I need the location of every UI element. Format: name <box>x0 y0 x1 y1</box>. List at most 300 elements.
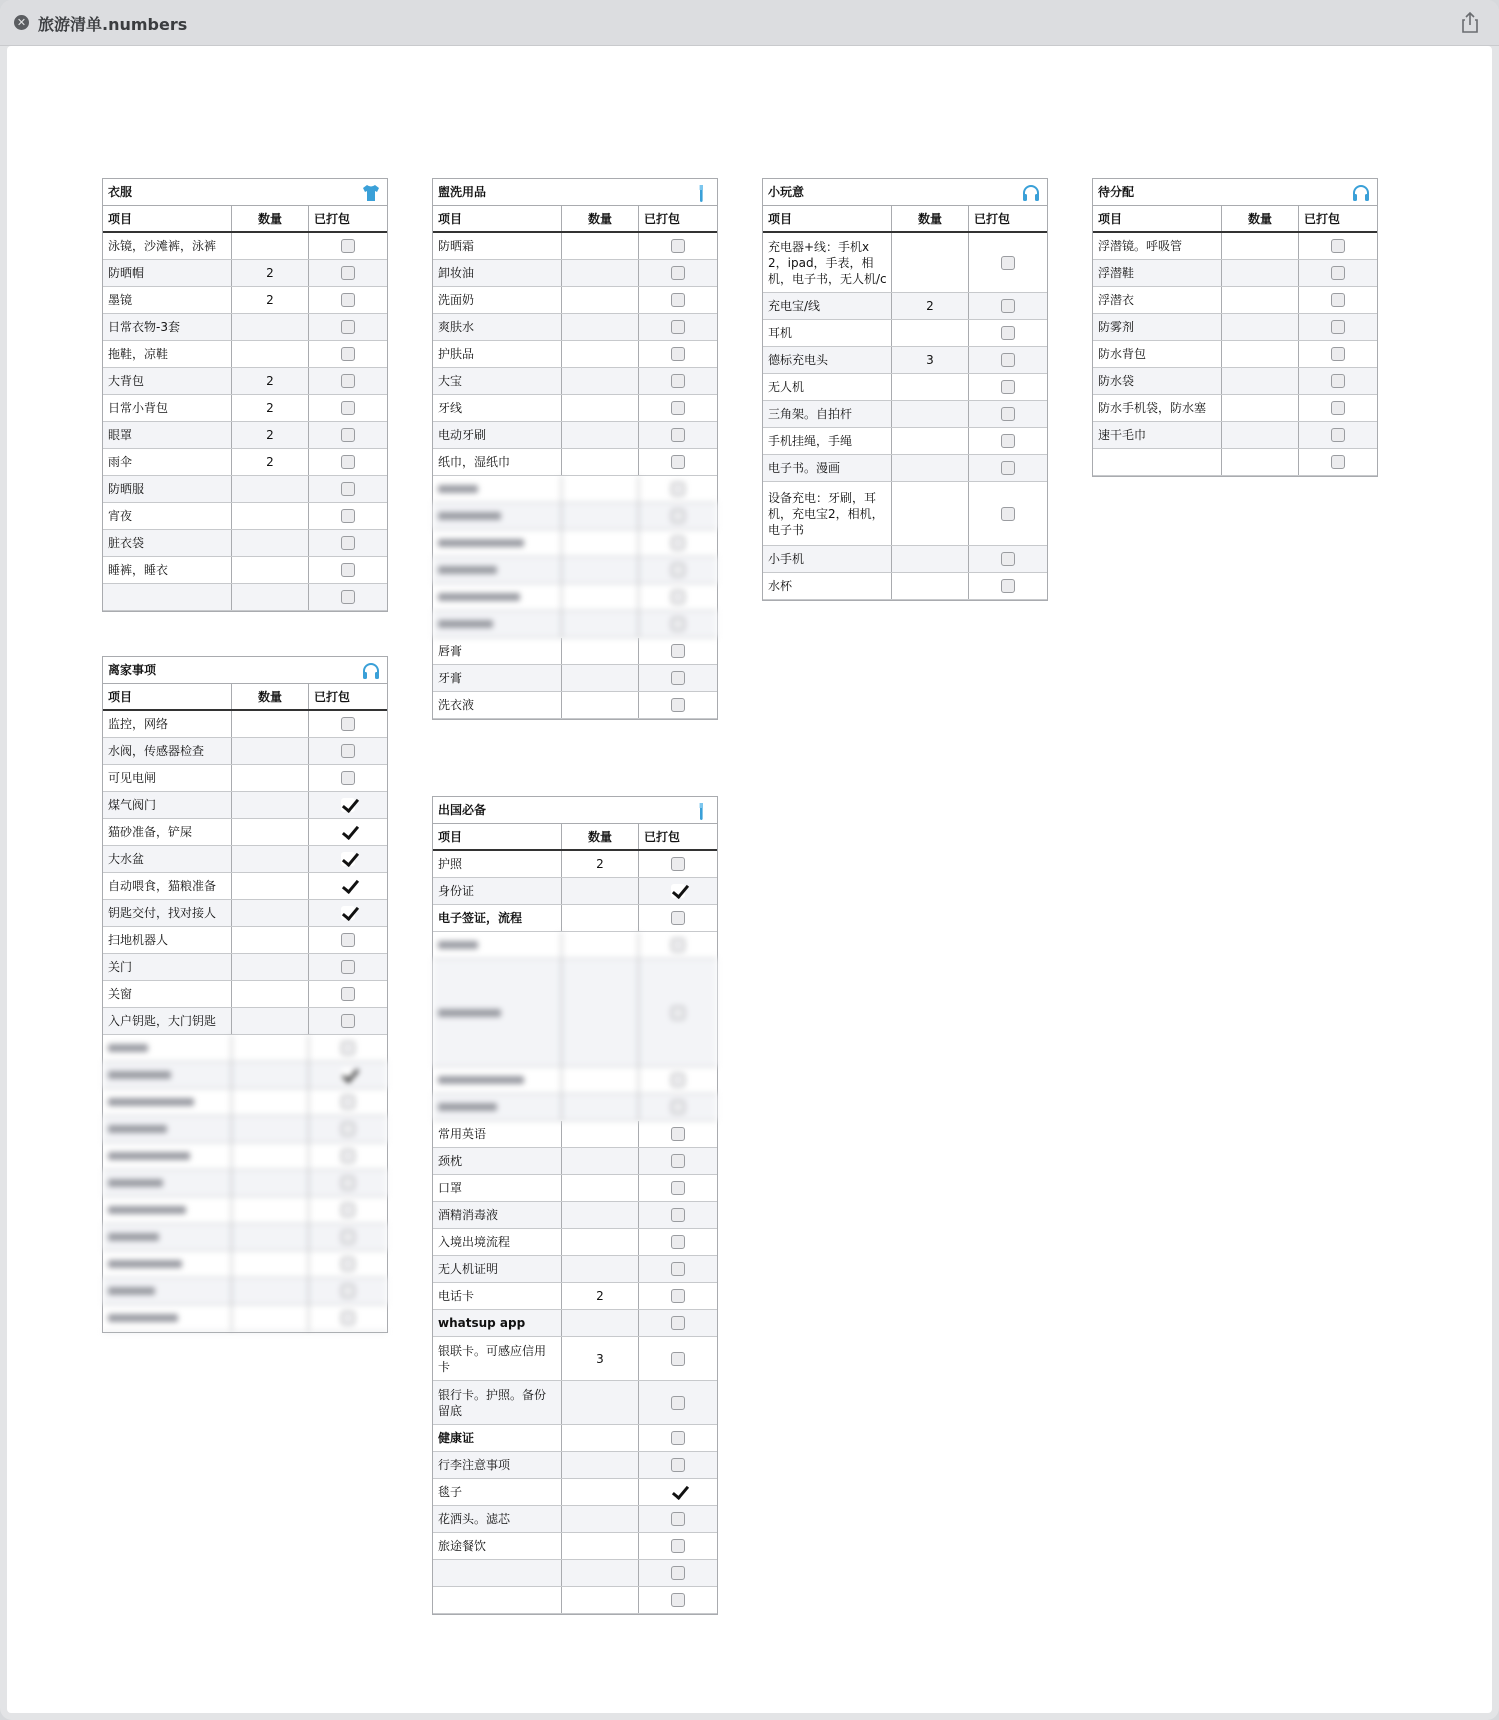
quantity-cell[interactable] <box>232 341 309 367</box>
packed-checkbox[interactable] <box>1331 455 1345 469</box>
quantity-cell[interactable] <box>892 233 969 292</box>
packed-checkbox[interactable] <box>341 717 355 731</box>
quantity-cell[interactable] <box>562 905 639 931</box>
quantity-cell[interactable]: 2 <box>232 260 309 286</box>
packed-checkbox[interactable] <box>671 1512 685 1526</box>
quantity-cell[interactable] <box>1222 260 1299 286</box>
packed-checkbox[interactable] <box>671 644 685 658</box>
packed-checkbox[interactable] <box>671 374 685 388</box>
packed-cell[interactable] <box>309 584 387 610</box>
packed-cell[interactable] <box>639 1587 717 1613</box>
packed-checkbox[interactable] <box>1001 579 1015 593</box>
packed-checkbox[interactable] <box>671 266 685 280</box>
quantity-cell[interactable] <box>562 341 639 367</box>
quantity-cell[interactable]: 2 <box>232 395 309 421</box>
packed-cell[interactable] <box>309 233 387 259</box>
item-cell[interactable]: 雨伞 <box>103 449 232 475</box>
packed-checkbox[interactable] <box>671 1458 685 1472</box>
packed-checkbox[interactable] <box>341 879 355 893</box>
item-cell[interactable]: 自动喂食，猫粮准备 <box>103 873 232 899</box>
item-cell[interactable]: 大水盆 <box>103 846 232 872</box>
item-cell[interactable] <box>103 584 232 610</box>
quantity-cell[interactable] <box>562 1381 639 1424</box>
packed-checkbox[interactable] <box>1001 407 1015 421</box>
quantity-cell[interactable] <box>562 1587 639 1613</box>
packed-checkbox[interactable] <box>671 1127 685 1141</box>
packed-checkbox[interactable] <box>341 293 355 307</box>
packed-checkbox[interactable] <box>341 987 355 1001</box>
packed-cell[interactable] <box>969 347 1047 373</box>
item-cell[interactable]: 钥匙交付，找对接人 <box>103 900 232 926</box>
packed-checkbox[interactable] <box>341 320 355 334</box>
packed-cell[interactable] <box>309 765 387 791</box>
packed-checkbox[interactable] <box>341 401 355 415</box>
packed-cell[interactable] <box>639 368 717 394</box>
packed-checkbox[interactable] <box>1001 353 1015 367</box>
packed-checkbox[interactable] <box>1331 293 1345 307</box>
packed-checkbox[interactable] <box>341 798 355 812</box>
packed-cell[interactable] <box>639 260 717 286</box>
packed-cell[interactable] <box>309 819 387 845</box>
packed-cell[interactable] <box>309 981 387 1007</box>
quantity-cell[interactable] <box>562 878 639 904</box>
packed-checkbox[interactable] <box>1331 374 1345 388</box>
packed-checkbox[interactable] <box>341 933 355 947</box>
packed-checkbox[interactable] <box>671 1262 685 1276</box>
quantity-cell[interactable] <box>562 1560 639 1586</box>
packed-cell[interactable] <box>969 320 1047 346</box>
quantity-cell[interactable] <box>562 314 639 340</box>
packed-checkbox[interactable] <box>1331 266 1345 280</box>
quantity-cell[interactable] <box>562 449 639 475</box>
packed-cell[interactable] <box>639 1148 717 1174</box>
packed-checkbox[interactable] <box>1331 320 1345 334</box>
item-cell[interactable]: 护照 <box>433 851 562 877</box>
quantity-cell[interactable] <box>232 981 309 1007</box>
quantity-cell[interactable] <box>1222 395 1299 421</box>
packed-cell[interactable] <box>309 954 387 980</box>
item-cell[interactable]: 防水背包 <box>1093 341 1222 367</box>
quantity-cell[interactable] <box>562 1175 639 1201</box>
packed-cell[interactable] <box>969 573 1047 599</box>
packed-checkbox[interactable] <box>671 1396 685 1410</box>
quantity-cell[interactable]: 2 <box>562 1283 639 1309</box>
quantity-cell[interactable] <box>562 1229 639 1255</box>
packed-checkbox[interactable] <box>671 1316 685 1330</box>
packed-checkbox[interactable] <box>671 1235 685 1249</box>
packed-cell[interactable] <box>1299 368 1377 394</box>
packed-cell[interactable] <box>639 1256 717 1282</box>
quantity-cell[interactable] <box>232 765 309 791</box>
item-cell[interactable]: 墨镜 <box>103 287 232 313</box>
quantity-cell[interactable] <box>562 1310 639 1336</box>
quantity-cell[interactable]: 2 <box>232 287 309 313</box>
item-cell[interactable]: 牙线 <box>433 395 562 421</box>
packed-cell[interactable] <box>309 476 387 502</box>
item-cell[interactable]: 扫地机器人 <box>103 927 232 953</box>
quantity-cell[interactable] <box>1222 287 1299 313</box>
item-cell[interactable]: 电动牙刷 <box>433 422 562 448</box>
quantity-cell[interactable] <box>232 873 309 899</box>
packed-checkbox[interactable] <box>671 671 685 685</box>
item-cell[interactable]: 毯子 <box>433 1479 562 1505</box>
item-cell[interactable]: 唇膏 <box>433 638 562 664</box>
item-cell[interactable]: 煤气阀门 <box>103 792 232 818</box>
item-cell[interactable]: 身份证 <box>433 878 562 904</box>
packed-checkbox[interactable] <box>1331 239 1345 253</box>
item-cell[interactable]: 纸巾，湿纸巾 <box>433 449 562 475</box>
packed-cell[interactable] <box>639 1310 717 1336</box>
packed-checkbox[interactable] <box>341 455 355 469</box>
quantity-cell[interactable] <box>1222 368 1299 394</box>
quantity-cell[interactable] <box>232 900 309 926</box>
quantity-cell[interactable] <box>562 233 639 259</box>
packed-cell[interactable] <box>1299 341 1377 367</box>
packed-checkbox[interactable] <box>341 374 355 388</box>
quantity-cell[interactable] <box>562 1506 639 1532</box>
item-cell[interactable]: 睡裤，睡衣 <box>103 557 232 583</box>
item-cell[interactable]: 银行卡。护照。备份留底 <box>433 1381 562 1424</box>
packed-cell[interactable] <box>639 1533 717 1559</box>
item-cell[interactable]: 护肤品 <box>433 341 562 367</box>
quantity-cell[interactable] <box>892 428 969 454</box>
packed-checkbox[interactable] <box>671 401 685 415</box>
quantity-cell[interactable] <box>232 503 309 529</box>
quantity-cell[interactable] <box>232 927 309 953</box>
item-cell[interactable]: 卸妆油 <box>433 260 562 286</box>
item-cell[interactable]: 设备充电：牙刷，耳机，充电宝2，相机，电子书 <box>763 482 892 545</box>
packed-checkbox[interactable] <box>671 698 685 712</box>
quantity-cell[interactable] <box>232 846 309 872</box>
packed-cell[interactable] <box>309 792 387 818</box>
packed-cell[interactable] <box>309 422 387 448</box>
packed-checkbox[interactable] <box>1001 461 1015 475</box>
packed-cell[interactable] <box>639 1175 717 1201</box>
item-cell[interactable]: 关门 <box>103 954 232 980</box>
item-cell[interactable]: 大宝 <box>433 368 562 394</box>
quantity-cell[interactable]: 2 <box>232 449 309 475</box>
packed-cell[interactable] <box>309 287 387 313</box>
quantity-cell[interactable] <box>232 530 309 556</box>
packed-checkbox[interactable] <box>671 455 685 469</box>
packed-checkbox[interactable] <box>671 1431 685 1445</box>
quantity-cell[interactable] <box>232 711 309 737</box>
packed-cell[interactable] <box>639 905 717 931</box>
packed-checkbox[interactable] <box>1331 428 1345 442</box>
quantity-cell[interactable] <box>232 314 309 340</box>
quantity-cell[interactable] <box>562 1148 639 1174</box>
quantity-cell[interactable] <box>232 476 309 502</box>
quantity-cell[interactable] <box>892 482 969 545</box>
item-cell[interactable]: 拖鞋，凉鞋 <box>103 341 232 367</box>
item-cell[interactable]: 耳机 <box>763 320 892 346</box>
packed-checkbox[interactable] <box>341 509 355 523</box>
packed-cell[interactable] <box>309 711 387 737</box>
packed-checkbox[interactable] <box>341 536 355 550</box>
item-cell[interactable]: 酒精消毒液 <box>433 1202 562 1228</box>
packed-cell[interactable] <box>639 1229 717 1255</box>
packed-cell[interactable] <box>1299 395 1377 421</box>
quantity-cell[interactable]: 3 <box>892 347 969 373</box>
quantity-cell[interactable]: 2 <box>232 422 309 448</box>
packed-checkbox[interactable] <box>671 347 685 361</box>
item-cell[interactable]: 无人机 <box>763 374 892 400</box>
item-cell[interactable]: 常用英语 <box>433 1121 562 1147</box>
quantity-cell[interactable] <box>562 665 639 691</box>
item-cell[interactable]: 猫砂准备，铲屎 <box>103 819 232 845</box>
quantity-cell[interactable] <box>562 287 639 313</box>
packed-checkbox[interactable] <box>671 884 685 898</box>
close-icon[interactable]: ✕ <box>14 15 29 30</box>
share-icon[interactable] <box>1459 10 1481 34</box>
packed-cell[interactable] <box>639 665 717 691</box>
quantity-cell[interactable] <box>562 1479 639 1505</box>
item-cell[interactable]: 颈枕 <box>433 1148 562 1174</box>
packed-cell[interactable] <box>309 395 387 421</box>
packed-cell[interactable] <box>969 546 1047 572</box>
item-cell[interactable]: 水杯 <box>763 573 892 599</box>
quantity-cell[interactable] <box>232 819 309 845</box>
item-cell[interactable]: 电子书。漫画 <box>763 455 892 481</box>
packed-checkbox[interactable] <box>341 906 355 920</box>
packed-checkbox[interactable] <box>671 1154 685 1168</box>
item-cell[interactable]: 关窗 <box>103 981 232 1007</box>
packed-cell[interactable] <box>639 1506 717 1532</box>
item-cell[interactable]: 三角架。自拍杆 <box>763 401 892 427</box>
item-cell[interactable]: 水阀，传感器检查 <box>103 738 232 764</box>
packed-checkbox[interactable] <box>1001 256 1015 270</box>
quantity-cell[interactable] <box>1222 341 1299 367</box>
item-cell[interactable] <box>433 1560 562 1586</box>
quantity-cell[interactable] <box>562 1256 639 1282</box>
packed-cell[interactable] <box>309 530 387 556</box>
packed-cell[interactable] <box>639 851 717 877</box>
packed-cell[interactable] <box>309 846 387 872</box>
packed-cell[interactable] <box>639 1202 717 1228</box>
item-cell[interactable]: 行李注意事项 <box>433 1452 562 1478</box>
item-cell[interactable] <box>433 1587 562 1613</box>
item-cell[interactable]: 牙膏 <box>433 665 562 691</box>
item-cell[interactable]: 眼罩 <box>103 422 232 448</box>
quantity-cell[interactable]: 2 <box>232 368 309 394</box>
item-cell[interactable]: 爽肤水 <box>433 314 562 340</box>
item-cell[interactable]: 手机挂绳，手绳 <box>763 428 892 454</box>
packed-cell[interactable] <box>969 293 1047 319</box>
item-cell[interactable]: 日常衣物-3套 <box>103 314 232 340</box>
packed-cell[interactable] <box>639 1479 717 1505</box>
quantity-cell[interactable] <box>232 557 309 583</box>
packed-checkbox[interactable] <box>341 482 355 496</box>
packed-checkbox[interactable] <box>671 320 685 334</box>
packed-cell[interactable] <box>309 1008 387 1034</box>
quantity-cell[interactable] <box>232 1008 309 1034</box>
item-cell[interactable]: 监控，网络 <box>103 711 232 737</box>
packed-cell[interactable] <box>309 503 387 529</box>
packed-checkbox[interactable] <box>671 857 685 871</box>
packed-cell[interactable] <box>309 738 387 764</box>
quantity-cell[interactable] <box>562 422 639 448</box>
item-cell[interactable]: 浮潜鞋 <box>1093 260 1222 286</box>
item-cell[interactable]: 大背包 <box>103 368 232 394</box>
item-cell[interactable]: 无人机证明 <box>433 1256 562 1282</box>
quantity-cell[interactable] <box>1222 449 1299 475</box>
packed-cell[interactable] <box>309 873 387 899</box>
packed-cell[interactable] <box>969 401 1047 427</box>
item-cell[interactable]: 防晒霜 <box>433 233 562 259</box>
packed-cell[interactable] <box>639 1452 717 1478</box>
packed-checkbox[interactable] <box>1331 347 1345 361</box>
quantity-cell[interactable] <box>232 584 309 610</box>
quantity-cell[interactable] <box>562 1202 639 1228</box>
packed-cell[interactable] <box>969 374 1047 400</box>
packed-cell[interactable] <box>639 233 717 259</box>
packed-checkbox[interactable] <box>341 771 355 785</box>
packed-checkbox[interactable] <box>1001 380 1015 394</box>
packed-checkbox[interactable] <box>341 428 355 442</box>
packed-cell[interactable] <box>639 341 717 367</box>
quantity-cell[interactable] <box>562 368 639 394</box>
quantity-cell[interactable]: 2 <box>562 851 639 877</box>
item-cell[interactable]: 入户钥匙，大门钥匙 <box>103 1008 232 1034</box>
packed-checkbox[interactable] <box>1331 401 1345 415</box>
item-cell[interactable]: 防水袋 <box>1093 368 1222 394</box>
packed-cell[interactable] <box>309 449 387 475</box>
packed-cell[interactable] <box>639 422 717 448</box>
item-cell[interactable]: 入境出境流程 <box>433 1229 562 1255</box>
packed-checkbox[interactable] <box>671 428 685 442</box>
packed-cell[interactable] <box>309 927 387 953</box>
packed-cell[interactable] <box>639 1283 717 1309</box>
packed-cell[interactable] <box>639 287 717 313</box>
packed-checkbox[interactable] <box>1001 299 1015 313</box>
quantity-cell[interactable] <box>892 320 969 346</box>
packed-checkbox[interactable] <box>341 1014 355 1028</box>
packed-checkbox[interactable] <box>671 1352 685 1366</box>
packed-checkbox[interactable] <box>341 960 355 974</box>
packed-cell[interactable] <box>639 1425 717 1451</box>
packed-checkbox[interactable] <box>341 239 355 253</box>
quantity-cell[interactable] <box>892 546 969 572</box>
packed-cell[interactable] <box>639 1560 717 1586</box>
packed-checkbox[interactable] <box>671 239 685 253</box>
packed-cell[interactable] <box>309 314 387 340</box>
packed-cell[interactable] <box>969 428 1047 454</box>
packed-checkbox[interactable] <box>341 563 355 577</box>
packed-checkbox[interactable] <box>671 1566 685 1580</box>
item-cell[interactable]: 泳镜，沙滩裤，泳裤 <box>103 233 232 259</box>
quantity-cell[interactable] <box>562 1121 639 1147</box>
packed-checkbox[interactable] <box>671 1289 685 1303</box>
quantity-cell[interactable] <box>562 1425 639 1451</box>
packed-checkbox[interactable] <box>1001 552 1015 566</box>
packed-cell[interactable] <box>639 692 717 718</box>
quantity-cell[interactable] <box>562 1452 639 1478</box>
item-cell[interactable]: 宵夜 <box>103 503 232 529</box>
packed-cell[interactable] <box>1299 314 1377 340</box>
packed-cell[interactable] <box>639 878 717 904</box>
packed-checkbox[interactable] <box>671 293 685 307</box>
packed-checkbox[interactable] <box>1001 326 1015 340</box>
quantity-cell[interactable] <box>562 260 639 286</box>
item-cell[interactable]: 小手机 <box>763 546 892 572</box>
quantity-cell[interactable]: 3 <box>562 1337 639 1380</box>
packed-cell[interactable] <box>309 368 387 394</box>
quantity-cell[interactable] <box>1222 422 1299 448</box>
quantity-cell[interactable] <box>892 455 969 481</box>
item-cell[interactable]: 充电宝/线 <box>763 293 892 319</box>
quantity-cell[interactable] <box>892 573 969 599</box>
packed-cell[interactable] <box>639 395 717 421</box>
quantity-cell[interactable] <box>892 401 969 427</box>
item-cell[interactable]: 口罩 <box>433 1175 562 1201</box>
packed-checkbox[interactable] <box>1001 434 1015 448</box>
item-cell[interactable]: 可见电闸 <box>103 765 232 791</box>
item-cell[interactable]: 洗面奶 <box>433 287 562 313</box>
packed-checkbox[interactable] <box>671 1593 685 1607</box>
packed-cell[interactable] <box>639 314 717 340</box>
item-cell[interactable]: 防晒服 <box>103 476 232 502</box>
packed-checkbox[interactable] <box>671 1485 685 1499</box>
packed-cell[interactable] <box>309 260 387 286</box>
item-cell[interactable]: 充电器+线：手机x 2，ipad，手表，相机，电子书，无人机/c <box>763 233 892 292</box>
quantity-cell[interactable] <box>562 692 639 718</box>
packed-cell[interactable] <box>1299 287 1377 313</box>
packed-cell[interactable] <box>639 1337 717 1380</box>
quantity-cell[interactable] <box>1222 233 1299 259</box>
quantity-cell[interactable] <box>232 792 309 818</box>
item-cell[interactable]: 洗衣液 <box>433 692 562 718</box>
item-cell[interactable]: 浮潜镜。呼吸管 <box>1093 233 1222 259</box>
packed-cell[interactable] <box>1299 422 1377 448</box>
packed-checkbox[interactable] <box>671 911 685 925</box>
item-cell[interactable]: 电子签证，流程 <box>433 905 562 931</box>
packed-cell[interactable] <box>309 341 387 367</box>
item-cell[interactable]: 浮潜衣 <box>1093 287 1222 313</box>
item-cell[interactable]: 防雾剂 <box>1093 314 1222 340</box>
item-cell[interactable]: 速干毛巾 <box>1093 422 1222 448</box>
packed-checkbox[interactable] <box>671 1208 685 1222</box>
packed-cell[interactable] <box>1299 260 1377 286</box>
packed-checkbox[interactable] <box>341 825 355 839</box>
packed-checkbox[interactable] <box>341 266 355 280</box>
packed-cell[interactable] <box>309 900 387 926</box>
quantity-cell[interactable] <box>232 738 309 764</box>
quantity-cell[interactable] <box>562 395 639 421</box>
packed-checkbox[interactable] <box>1001 507 1015 521</box>
quantity-cell[interactable] <box>562 638 639 664</box>
item-cell[interactable]: whatsup app <box>433 1310 562 1336</box>
item-cell[interactable]: 电话卡 <box>433 1283 562 1309</box>
item-cell[interactable]: 日常小背包 <box>103 395 232 421</box>
quantity-cell[interactable] <box>232 954 309 980</box>
quantity-cell[interactable] <box>232 233 309 259</box>
packed-cell[interactable] <box>969 455 1047 481</box>
packed-cell[interactable] <box>639 638 717 664</box>
packed-cell[interactable] <box>639 1121 717 1147</box>
quantity-cell[interactable] <box>892 374 969 400</box>
item-cell[interactable]: 防晒帽 <box>103 260 232 286</box>
item-cell[interactable]: 银联卡。可感应信用卡 <box>433 1337 562 1380</box>
item-cell[interactable]: 德标充电头 <box>763 347 892 373</box>
packed-checkbox[interactable] <box>671 1539 685 1553</box>
quantity-cell[interactable]: 2 <box>892 293 969 319</box>
packed-cell[interactable] <box>969 482 1047 545</box>
item-cell[interactable]: 防水手机袋，防水塞 <box>1093 395 1222 421</box>
quantity-cell[interactable] <box>562 1533 639 1559</box>
packed-cell[interactable] <box>309 557 387 583</box>
item-cell[interactable] <box>1093 449 1222 475</box>
packed-cell[interactable] <box>969 233 1047 292</box>
